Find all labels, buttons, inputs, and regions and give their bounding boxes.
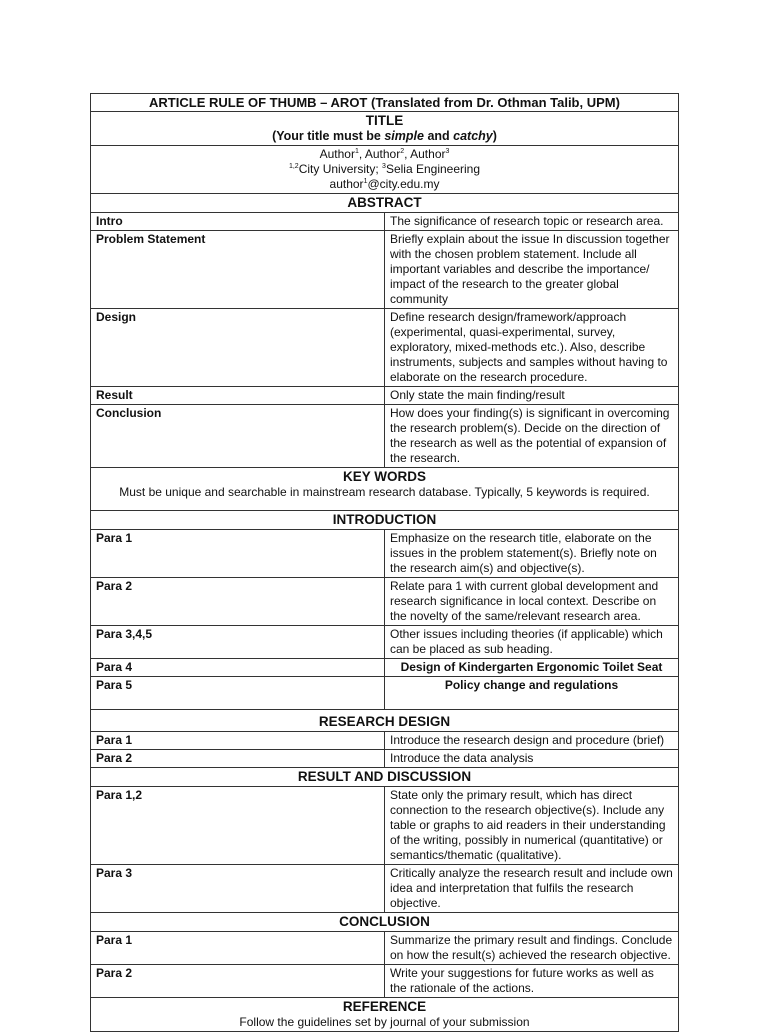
table-row	[91, 932, 679, 965]
arot-table	[90, 93, 679, 1032]
title-section	[91, 112, 679, 146]
table-row	[91, 578, 679, 626]
row-label: Para 2	[91, 965, 385, 998]
row-label: Conclusion	[91, 405, 385, 468]
row-label: Para 1	[91, 932, 385, 965]
result-discussion-heading: RESULT AND DISCUSSION	[91, 768, 679, 787]
keywords-section	[91, 468, 679, 511]
table-row	[91, 231, 679, 309]
row-text: Write your suggestions for future works as well as the rationale of the actions.	[385, 965, 679, 998]
row-label: Para 3,4,5	[91, 626, 385, 659]
conclusion-heading: CONCLUSION	[91, 913, 679, 932]
row-label: Para 1	[91, 530, 385, 578]
row-text: Introduce the research design and procedure (brief)	[385, 732, 679, 750]
table-row	[91, 213, 679, 231]
row-label: Para 5	[91, 677, 385, 710]
row-text: The significance of research topic or research area.	[385, 213, 679, 231]
row-label: Problem Statement	[91, 231, 385, 309]
row-label: Design	[91, 309, 385, 387]
row-label: Para 3	[91, 865, 385, 913]
reference-text: Follow the guidelines set by journal of your submission	[239, 1015, 530, 1029]
table-row	[91, 530, 679, 578]
row-label: Intro	[91, 213, 385, 231]
row-text: Critically analyze the research result and include own idea and interpretation that fulfils the research objective.	[385, 865, 679, 913]
table-row	[91, 787, 679, 865]
row-label: Para 2	[91, 750, 385, 768]
table-row	[91, 387, 679, 405]
row-text: Introduce the data analysis	[385, 750, 679, 768]
keywords-text: Must be unique and searchable in mainstream research database. Typically, 5 keywords is required.	[119, 485, 650, 499]
author-block	[91, 146, 679, 194]
research-design-heading: RESEARCH DESIGN	[91, 710, 679, 732]
row-label: Para 1	[91, 732, 385, 750]
row-text: Design of Kindergarten Ergonomic Toilet Seat	[385, 659, 679, 677]
reference-heading: REFERENCE	[342, 999, 427, 1014]
table-row	[91, 626, 679, 659]
row-label: Result	[91, 387, 385, 405]
email-line: author$^1$@city.edu.my	[329, 177, 440, 191]
author-line: Author$^1$, Author$^2$, Author$^3$	[319, 147, 450, 161]
reference-section	[91, 998, 679, 1032]
table-row	[91, 750, 679, 768]
row-text: Only state the main finding/result	[385, 387, 679, 405]
row-text: Other issues including theories (if applicable) which can be placed as sub heading.	[385, 626, 679, 659]
row-text: Relate para 1 with current global development and research significance in local context. Describe on the novelty of the same/relevant research area.	[385, 578, 679, 626]
row-label: Para 2	[91, 578, 385, 626]
table-row	[91, 309, 679, 387]
introduction-heading: INTRODUCTION	[91, 511, 679, 530]
table-row	[91, 659, 679, 677]
abstract-heading: ABSTRACT	[91, 194, 679, 213]
row-text: Emphasize on the research title, elaborate on the issues in the problem statement(s). Briefly note on the research aim(s) and objective(s).	[385, 530, 679, 578]
document-heading: ARTICLE RULE OF THUMB – AROT (Translated from Dr. Othman Talib, UPM)	[91, 94, 679, 112]
row-text: Define research design/framework/approach (experimental, quasi-experimental, survey, exploratory, mixed-methods etc.). Also, describe instruments, subjects and samples without having to elaborate on the research procedure.	[385, 309, 679, 387]
table-row	[91, 965, 679, 998]
row-label: Para 4	[91, 659, 385, 677]
row-text: Summarize the primary result and findings. Conclude on how the result(s) achieved the research objective.	[385, 932, 679, 965]
affiliation-line: $^{1,2}$City University; $^3$Selia Engineering	[288, 162, 481, 176]
title-section-label: TITLE	[365, 113, 404, 128]
table-row	[91, 405, 679, 468]
table-row	[91, 865, 679, 913]
table-row	[91, 732, 679, 750]
title-note: (Your title must be simple and catchy)	[272, 129, 497, 143]
row-text: Briefly explain about the issue In discussion together with the chosen problem statement. Include all important variables and describe the importance/ impact of the research to the greater global community	[385, 231, 679, 309]
table-row	[91, 677, 679, 710]
row-text: State only the primary result, which has direct connection to the research objective(s). Include any table or graphs to aid readers in their understanding of the writing, possibly in numerical (quantitative) or semantics/thematic (qualitative).	[385, 787, 679, 865]
row-text: Policy change and regulations	[385, 677, 679, 710]
row-text: How does your finding(s) is significant in overcoming the research problem(s). Decide on the direction of the research as well as the potential of expansion of the research.	[385, 405, 679, 468]
row-label: Para 1,2	[91, 787, 385, 865]
keywords-heading: KEY WORDS	[342, 469, 426, 484]
